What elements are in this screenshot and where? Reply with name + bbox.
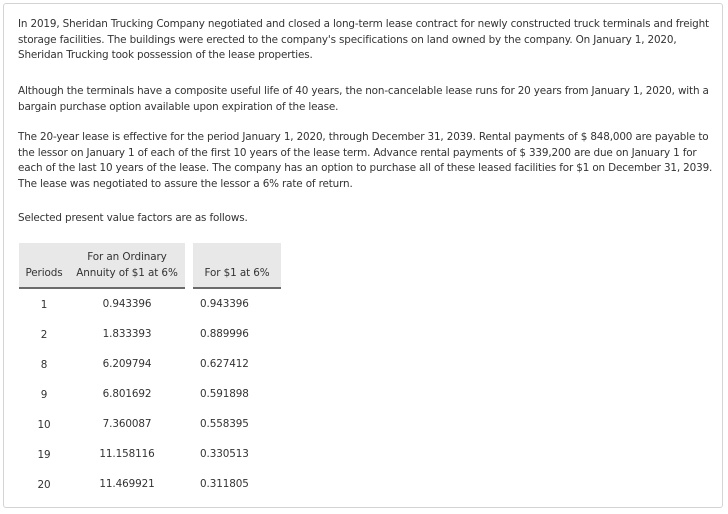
present-value-table [19, 243, 281, 499]
period-cell: 20 [37, 479, 51, 491]
annuity-factor-cell: 7.360087 [102, 418, 152, 430]
pv-factor-cell: 0.311805 [200, 478, 249, 490]
table-row [19, 349, 281, 379]
table-row [19, 469, 281, 499]
pv-factor-cell: 0.591898 [200, 388, 249, 400]
table-row [19, 439, 281, 469]
lease-terms-paragraph: The 20-year lease is effective for the period January 1, 2020, through December 31, 2039. Rental payments of $ 848,000 are payable to the lessor on January 1 of each of the first 10 years of the lease term. Advance rental payments of $ 339,200 are due on January 1 for each of the last 10 years of the lease. The company has an option to purchase all of these leased facilities for $1 on December 31, 2039. The lease was negotiated to assure the lessor a 6% rate of return. [18, 131, 713, 190]
period-cell: 2 [40, 329, 48, 341]
useful-life-paragraph: Although the terminals have a composite useful life of 40 years, the non-cancelable lease runs for 20 years from January 1, 2020, with a bargain purchase option available upon expiration of the lease. [18, 85, 709, 113]
table-row [19, 409, 281, 439]
header-annuity-line2: Annuity of $1 at 6% [76, 267, 178, 279]
period-cell: 19 [37, 449, 51, 461]
annuity-factor-cell: 1.833393 [102, 328, 152, 340]
pv-factor-cell: 0.627412 [200, 358, 249, 370]
table-row [19, 288, 281, 319]
pv-factor-cell: 0.558395 [200, 418, 249, 430]
pv-factor-cell: 0.889996 [200, 328, 249, 340]
period-cell: 8 [40, 359, 48, 371]
period-cell: 10 [37, 419, 51, 431]
annuity-factor-cell: 11.158116 [99, 448, 155, 460]
annuity-factor-cell: 6.209794 [102, 358, 152, 370]
period-cell: 1 [40, 299, 48, 311]
period-cell: 9 [40, 389, 48, 401]
table-row [19, 379, 281, 409]
table-header-row [19, 243, 281, 288]
problem-card [3, 3, 723, 508]
pv-factor-cell: 0.330513 [200, 448, 249, 460]
table-row [19, 319, 281, 349]
pv-factor-cell: 0.943396 [200, 298, 249, 310]
header-annuity [69, 243, 185, 288]
header-gap [185, 243, 193, 288]
header-periods: Periods [19, 243, 69, 288]
pv-factors-intro: Selected present value factors are as follows. [18, 212, 248, 224]
annuity-factor-cell: 0.943396 [102, 298, 152, 310]
header-pv: For $1 at 6% [193, 243, 281, 288]
intro-paragraph: In 2019, Sheridan Trucking Company negotiated and closed a long-term lease contract for newly constructed truck terminals and freight storage facilities. The buildings were erected to the company's specifications on land owned by the company. On January 1, 2020, Sheridan Trucking took possession of the lease properties. [18, 18, 709, 62]
annuity-factor-cell: 11.469921 [99, 478, 155, 490]
annuity-factor-cell: 6.801692 [102, 388, 152, 400]
header-annuity-line1: For an Ordinary [87, 251, 167, 263]
